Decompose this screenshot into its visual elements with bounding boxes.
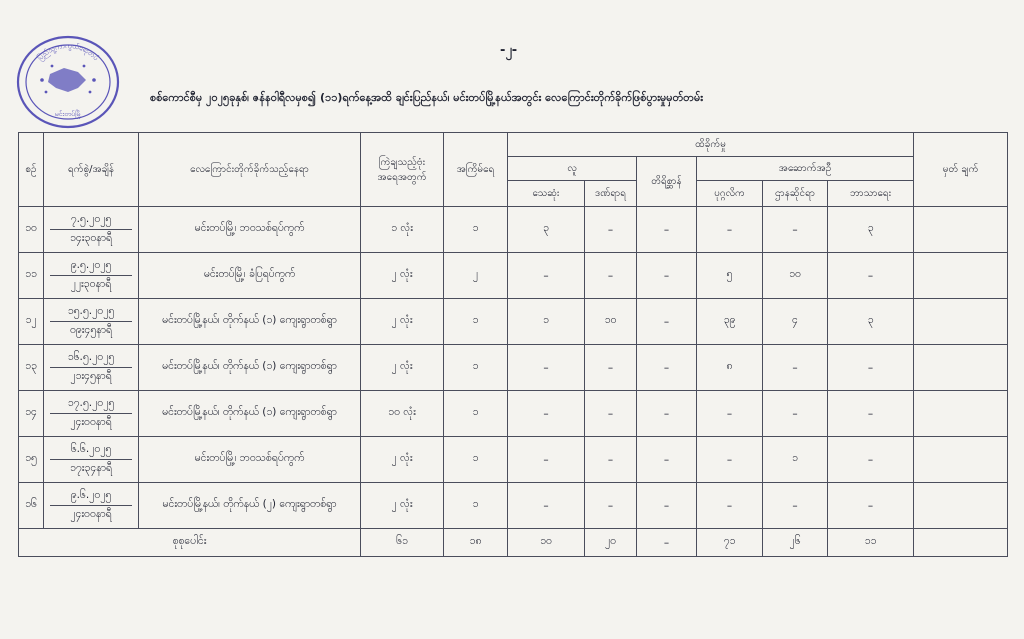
header-no: စဉ် (19, 133, 44, 207)
total-label: စုစုပေါင်း (19, 529, 361, 557)
cell-public: – (763, 345, 828, 391)
cell-no: ၁၃ (19, 345, 44, 391)
cell-dead: ၃ (508, 207, 585, 253)
cell-public: ၄ (763, 299, 828, 345)
cell-date: ၇.၅.၂၀၂၅ (50, 213, 132, 230)
cell-dead: – (508, 391, 585, 437)
cell-location: မင်းတပ်မြို့၊ ဘဝသစ်ရပ်ကွက် (139, 437, 361, 483)
cell-bombs: ၁၀ လုံး (361, 391, 444, 437)
cell-injured: – (585, 253, 637, 299)
cell-date: ၁၅.၅.၂၀၂၅ (50, 305, 132, 322)
cell-public: – (763, 483, 828, 529)
cell-times: ၂ (444, 253, 508, 299)
cell-bombs: ၂ လုံး (361, 345, 444, 391)
total-religious: ၁၁ (828, 529, 914, 557)
cell-no: ၁၅ (19, 437, 44, 483)
total-injured: ၂၀ (585, 529, 637, 557)
table-row (19, 483, 1008, 529)
cell-date: ၁၆.၅.၂၀၂၅ (50, 351, 132, 368)
cell-animals: – (637, 391, 697, 437)
cell-animals: – (637, 345, 697, 391)
cell-animals: – (637, 253, 697, 299)
cell-private: ၅ (697, 253, 763, 299)
header-public: ဌာနဆိုင်ရာ (763, 181, 828, 207)
header-location: လေကြောင်းတိုက်ခိုက်သည့်နေရာ (139, 133, 361, 207)
cell-no: ၁၀ (19, 207, 44, 253)
airstrike-records-table (18, 132, 1008, 557)
cell-location: မင်းတပ်မြို့၊ ခံပြရပ်ကွက် (139, 253, 361, 299)
total-remarks (914, 529, 1008, 557)
cell-time: ၂၁း၄၅နာရီ (70, 369, 112, 382)
cell-public: – (763, 391, 828, 437)
cell-times: ၁ (444, 483, 508, 529)
cell-injured: – (585, 207, 637, 253)
cell-times: ၁ (444, 345, 508, 391)
header-damage: ထိခိုက်မှု (508, 133, 914, 157)
records-body (19, 207, 1008, 529)
cell-location: မင်းတပ်မြို့၊ ဘဝသစ်ရပ်ကွက် (139, 207, 361, 253)
cell-location: မင်းတပ်မြို့နယ်၊ တိုက်နယ် (၂) ကျေးရွာတစ်ရွာ (139, 483, 361, 529)
total-row (19, 529, 1008, 557)
table-row (19, 345, 1008, 391)
cell-religious: – (828, 437, 914, 483)
cell-datetime (44, 483, 139, 529)
cell-bombs: ၁ လုံး (361, 207, 444, 253)
cell-remarks (914, 207, 1008, 253)
table-row (19, 391, 1008, 437)
cell-private: – (697, 483, 763, 529)
cell-date: ၁၇.၅.၂၀၂၅ (50, 397, 132, 414)
header-religious: ဘာသာရေး (828, 181, 914, 207)
cell-location: မင်းတပ်မြို့နယ်၊ တိုက်နယ် (၁) ကျေးရွာတစ်ရွာ (139, 299, 361, 345)
cell-bombs: ၂ လုံး (361, 483, 444, 529)
page-number: -၂- (500, 43, 518, 58)
cell-remarks (914, 437, 1008, 483)
header-dead: သေဆုံး (508, 181, 585, 207)
cell-times: ၁ (444, 299, 508, 345)
cell-remarks (914, 345, 1008, 391)
cell-religious: ၃ (828, 299, 914, 345)
cell-datetime (44, 299, 139, 345)
cell-animals: – (637, 299, 697, 345)
cell-dead: – (508, 253, 585, 299)
total-private: ၇၁ (697, 529, 763, 557)
cell-date: ၉.၆.၂၀၂၅ (50, 489, 132, 506)
cell-bombs: ၂ လုံး (361, 299, 444, 345)
cell-no: ၁၄ (19, 391, 44, 437)
cell-public: ၁၀ (763, 253, 828, 299)
cell-animals: – (637, 483, 697, 529)
cell-injured: – (585, 391, 637, 437)
cell-religious: – (828, 483, 914, 529)
cell-location: မင်းတပ်မြို့နယ်၊ တိုက်နယ် (၁) ကျေးရွာတစ်ရွာ (139, 391, 361, 437)
cell-dead: ၁ (508, 299, 585, 345)
cell-injured: – (585, 483, 637, 529)
cell-remarks (914, 299, 1008, 345)
document-title: စစ်ကောင်စီမှ ၂၀၂၅ခုနှစ်၊ ဇန်နဝါရီလမှစ၍ (၁၁)ရက်နေ့အထိ ချင်းပြည်နယ်၊ မင်းတပ်မြို့နယ်အတွင်း လေကြောင်းတိုက်ခိုက်ဖြစ်ပွားမှုမှတ်တမ်း (150, 91, 704, 104)
total-public: ၂၆ (763, 529, 828, 557)
cell-location: မင်းတပ်မြို့နယ်၊ တိုက်နယ် (၁) ကျေးရွာတစ်ရွာ (139, 345, 361, 391)
cell-date: ၉.၅.၂၀၂၅ (50, 259, 132, 276)
cell-injured: – (585, 345, 637, 391)
cell-datetime (44, 207, 139, 253)
cell-remarks (914, 483, 1008, 529)
cell-datetime (44, 437, 139, 483)
cell-religious: – (828, 345, 914, 391)
cell-private: – (697, 207, 763, 253)
cell-remarks (914, 253, 1008, 299)
cell-time: ၁၄း၃၀နာရီ (69, 231, 113, 244)
cell-datetime (44, 345, 139, 391)
table-row (19, 437, 1008, 483)
table-row (19, 299, 1008, 345)
cell-animals: – (637, 437, 697, 483)
total-animals: – (637, 529, 697, 557)
header-people: လူ (508, 157, 637, 181)
cell-private: – (697, 391, 763, 437)
cell-private: ၃၉ (697, 299, 763, 345)
table-row (19, 253, 1008, 299)
cell-remarks (914, 391, 1008, 437)
table-row (19, 207, 1008, 253)
header-buildings: အဆောက်အဦ (697, 157, 914, 181)
cell-times: ၁ (444, 207, 508, 253)
cell-private: – (697, 437, 763, 483)
cell-injured: – (585, 437, 637, 483)
cell-times: ၁ (444, 437, 508, 483)
cell-no: ၁၆ (19, 483, 44, 529)
cell-animals: – (637, 207, 697, 253)
cell-dead: – (508, 437, 585, 483)
cell-religious: ၃ (828, 207, 914, 253)
cell-religious: – (828, 391, 914, 437)
cell-times: ၁ (444, 391, 508, 437)
cell-dead: – (508, 345, 585, 391)
header-private: ပုဂ္ဂလိက (697, 181, 763, 207)
cell-injured: ၁၀ (585, 299, 637, 345)
cell-time: ၂၄း၀၀နာရီ (70, 507, 112, 520)
cell-bombs: ၂ လုံး (361, 253, 444, 299)
total-dead: ၁၀ (508, 529, 585, 557)
cell-public: ၁ (763, 437, 828, 483)
header-injured: ဒဏ်ရာရ (585, 181, 637, 207)
total-times: ၁၈ (444, 529, 508, 557)
header-remarks: မှတ် ချက် (914, 133, 1008, 207)
cell-datetime (44, 253, 139, 299)
cell-religious: – (828, 253, 914, 299)
cell-public: – (763, 207, 828, 253)
cell-private: ၈ (697, 345, 763, 391)
cell-date: ၆.၆.၂၀၂၅ (50, 443, 132, 460)
svg-text:ပြည်သူ့ကာကွယ်ရေးတပ် (35, 42, 100, 63)
header-datetime: ရက်စွဲ/အချိန် (44, 133, 139, 207)
header-animals: တိရိစ္ဆာန် (637, 157, 697, 207)
seal-bottom-text: မင်းတပ်မြို့ (54, 110, 82, 118)
cell-no: ၁၂ (19, 299, 44, 345)
cell-time: ၀၉း၄၅နာရီ (69, 323, 113, 336)
cell-time: ၂၄း၀၀နာရီ (70, 415, 112, 428)
cell-datetime (44, 391, 139, 437)
seal-top-text: ပြည်သူ့ကာကွယ်ရေးတပ် (36, 41, 100, 63)
total-bombs: ၆၁ (361, 529, 444, 557)
cell-dead: – (508, 483, 585, 529)
cell-bombs: ၂ လုံး (361, 437, 444, 483)
official-seal (12, 32, 124, 132)
cell-time: ၂၂း၃၀နာရီ (70, 277, 112, 290)
header-times: အကြိမ်ရေ (444, 133, 508, 207)
cell-time: ၁၇း၃၄နာရီ (69, 461, 113, 474)
cell-no: ၁၁ (19, 253, 44, 299)
header-bombs: ကြဲချသည့်ဗုံး အရေအတွက် (361, 133, 444, 207)
